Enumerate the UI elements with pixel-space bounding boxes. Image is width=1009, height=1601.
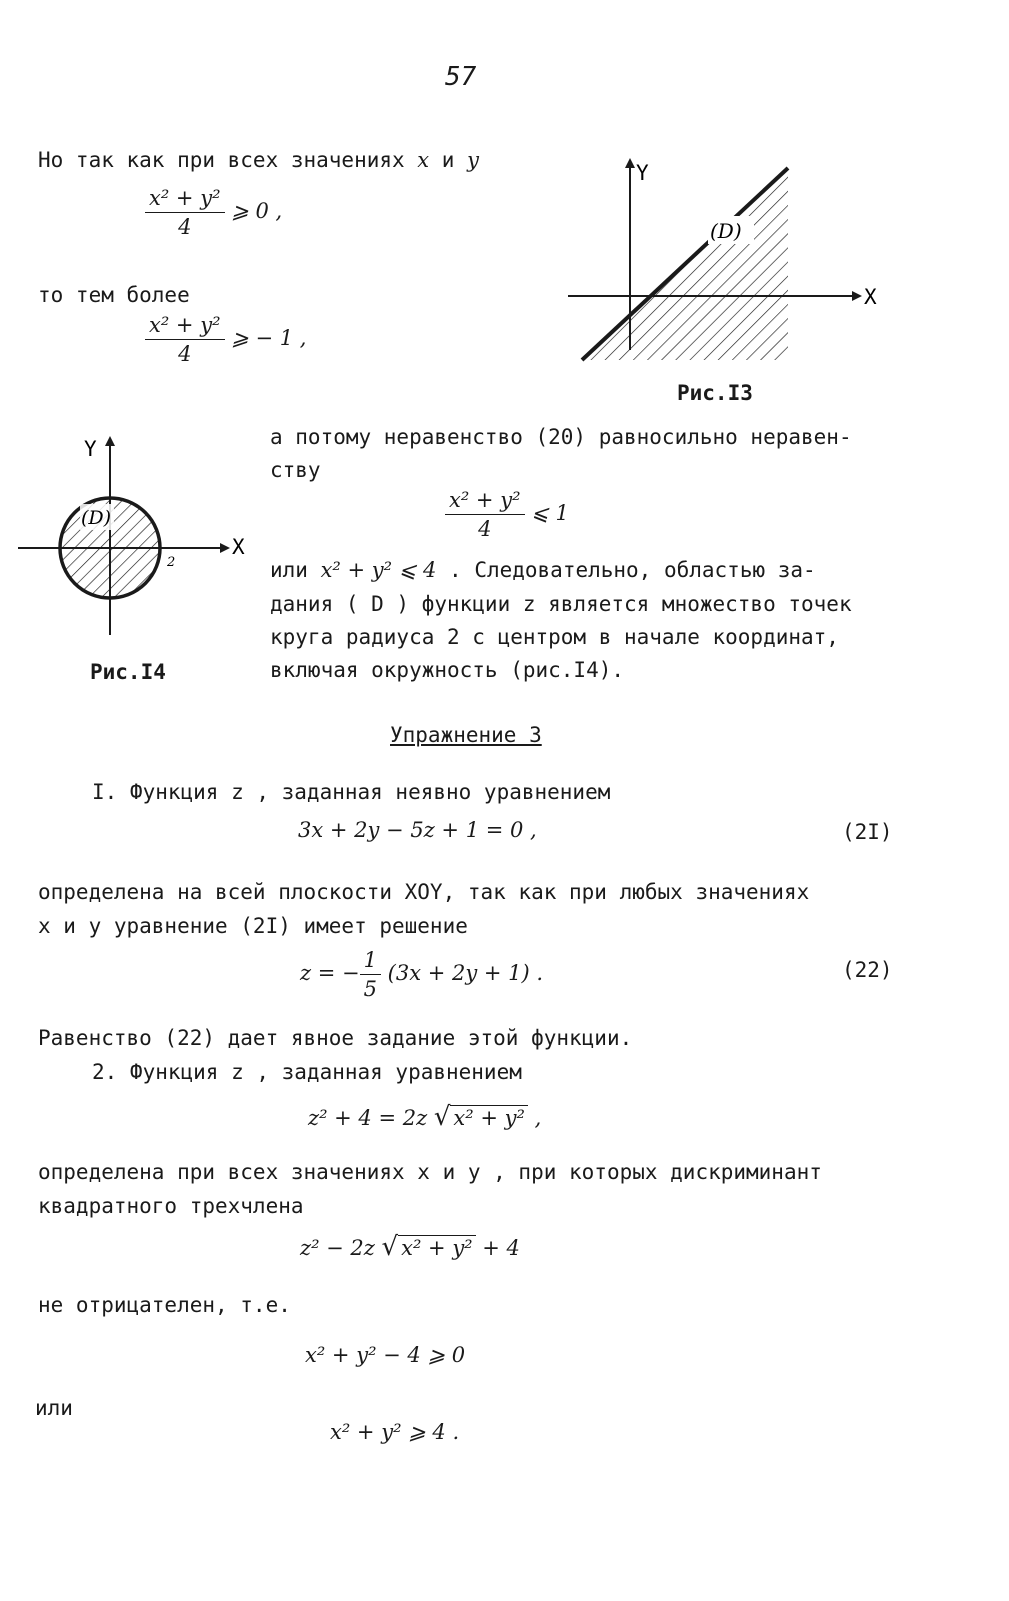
equation-21: 3x + 2y − 5z + 1 = 0 , [298,818,537,842]
radical-sign: √ [381,1232,399,1262]
equation-23 [308,1102,541,1132]
fraction [145,186,225,239]
math-var-x: x [417,148,430,172]
equation-24 [300,1232,520,1262]
axis-y-label: Y [84,437,97,461]
axis-x-label: X [864,285,877,309]
paragraph-line: а потому неравенство (20) равносильно неравен- [270,425,852,449]
fraction [145,313,225,366]
equation-right: + 4 [475,1236,520,1260]
text-segment: или [270,558,321,582]
equation-left: z² + 4 = 2z [308,1106,434,1130]
radicand: x² + y² [398,1235,476,1260]
x-axis-arrow [852,291,862,301]
y-axis-arrow [105,436,115,446]
fraction [360,948,381,1001]
equation-right: (3x + 2y + 1) . [380,961,544,985]
paragraph-line: круга радиуса 2 с центром в начале координат, [270,625,839,649]
figure-13 [560,150,890,370]
fraction-denominator: 4 [478,517,492,541]
fraction-numerator: x² + y² [145,186,225,213]
fraction-numerator: x² + y² [145,313,225,340]
text-line-1 [38,148,479,172]
region-label: (D) [81,507,112,529]
fraction-numerator: 1 [360,948,381,975]
radius-label: 2 [167,555,176,570]
equation-26: x² + y² ⩾ 4 . [330,1420,460,1444]
figure-14 [14,430,254,640]
text-segment: Но так как при всех значениях [38,148,418,172]
paragraph-line: квадратного трехчлена [38,1194,304,1218]
fraction [445,488,525,541]
region-label: (D) [710,219,742,243]
radicand: x² + y² [450,1105,528,1130]
formula-rest: ⩾ − 1 , [224,326,307,350]
y-axis-arrow [625,158,635,168]
fraction-denominator: 4 [178,215,192,239]
formula-2 [145,313,306,366]
axis-x-label: X [232,535,245,559]
equation-number-21: (2I) [842,820,893,844]
paragraph-line: определена при всех значениях x и y , при которых дискриминант [38,1160,822,1184]
x-axis-arrow [220,543,230,553]
equation-number-22: (22) [842,958,893,982]
paragraph-line: дания ( D ) функции z является множество точек [270,592,852,616]
page-number: 57 [445,62,477,92]
paragraph-line: включая окружность (рис.I4). [270,658,625,682]
formula-rest: ⩽ 1 [524,501,569,525]
radical-sign: √ [433,1102,451,1132]
fraction-numerator: x² + y² [445,488,525,515]
formula-rest: ⩾ 0 , [224,199,283,223]
inline-formula: x² + y² ⩽ 4 [320,558,437,582]
math-var-y: y [467,148,479,172]
fraction-denominator: 5 [363,977,377,1001]
fraction-denominator: 4 [178,342,192,366]
paragraph-line: не отрицателен, т.е. [38,1293,291,1317]
equation-25: x² + y² − 4 ⩾ 0 [305,1343,466,1367]
paragraph-line: Равенство (22) дает явное задание этой функции. [38,1026,633,1050]
equation-tail: , [527,1106,542,1130]
exercise-item-1: I. Функция z , заданная неявно уравнением [92,780,611,804]
equation-22 [300,948,543,1001]
text-segment: и [429,148,468,172]
text-segment: . Следовательно, областью за- [436,558,816,582]
equation-left: z = − [300,961,360,985]
text-line-2: то тем более [38,283,190,307]
figure-14-caption: Рис.I4 [90,660,166,684]
figure-13-caption: Рис.I3 [677,381,753,405]
paragraph-line: определена на всей плоскости XOY, так как при любых значениях [38,880,810,904]
paragraph-line [270,558,816,582]
axis-y-label: Y [636,161,649,185]
formula-1 [145,186,282,239]
equation-left: z² − 2z [300,1236,382,1260]
exercise-item-2: 2. Функция z , заданная уравнением [92,1060,522,1084]
paragraph-line: x и y уравнение (2I) имеет решение [38,914,468,938]
exercise-heading: Упражнение 3 [390,723,542,747]
formula-3 [445,488,569,541]
paragraph-line: ству [270,458,321,482]
paragraph-line: или [35,1396,73,1420]
